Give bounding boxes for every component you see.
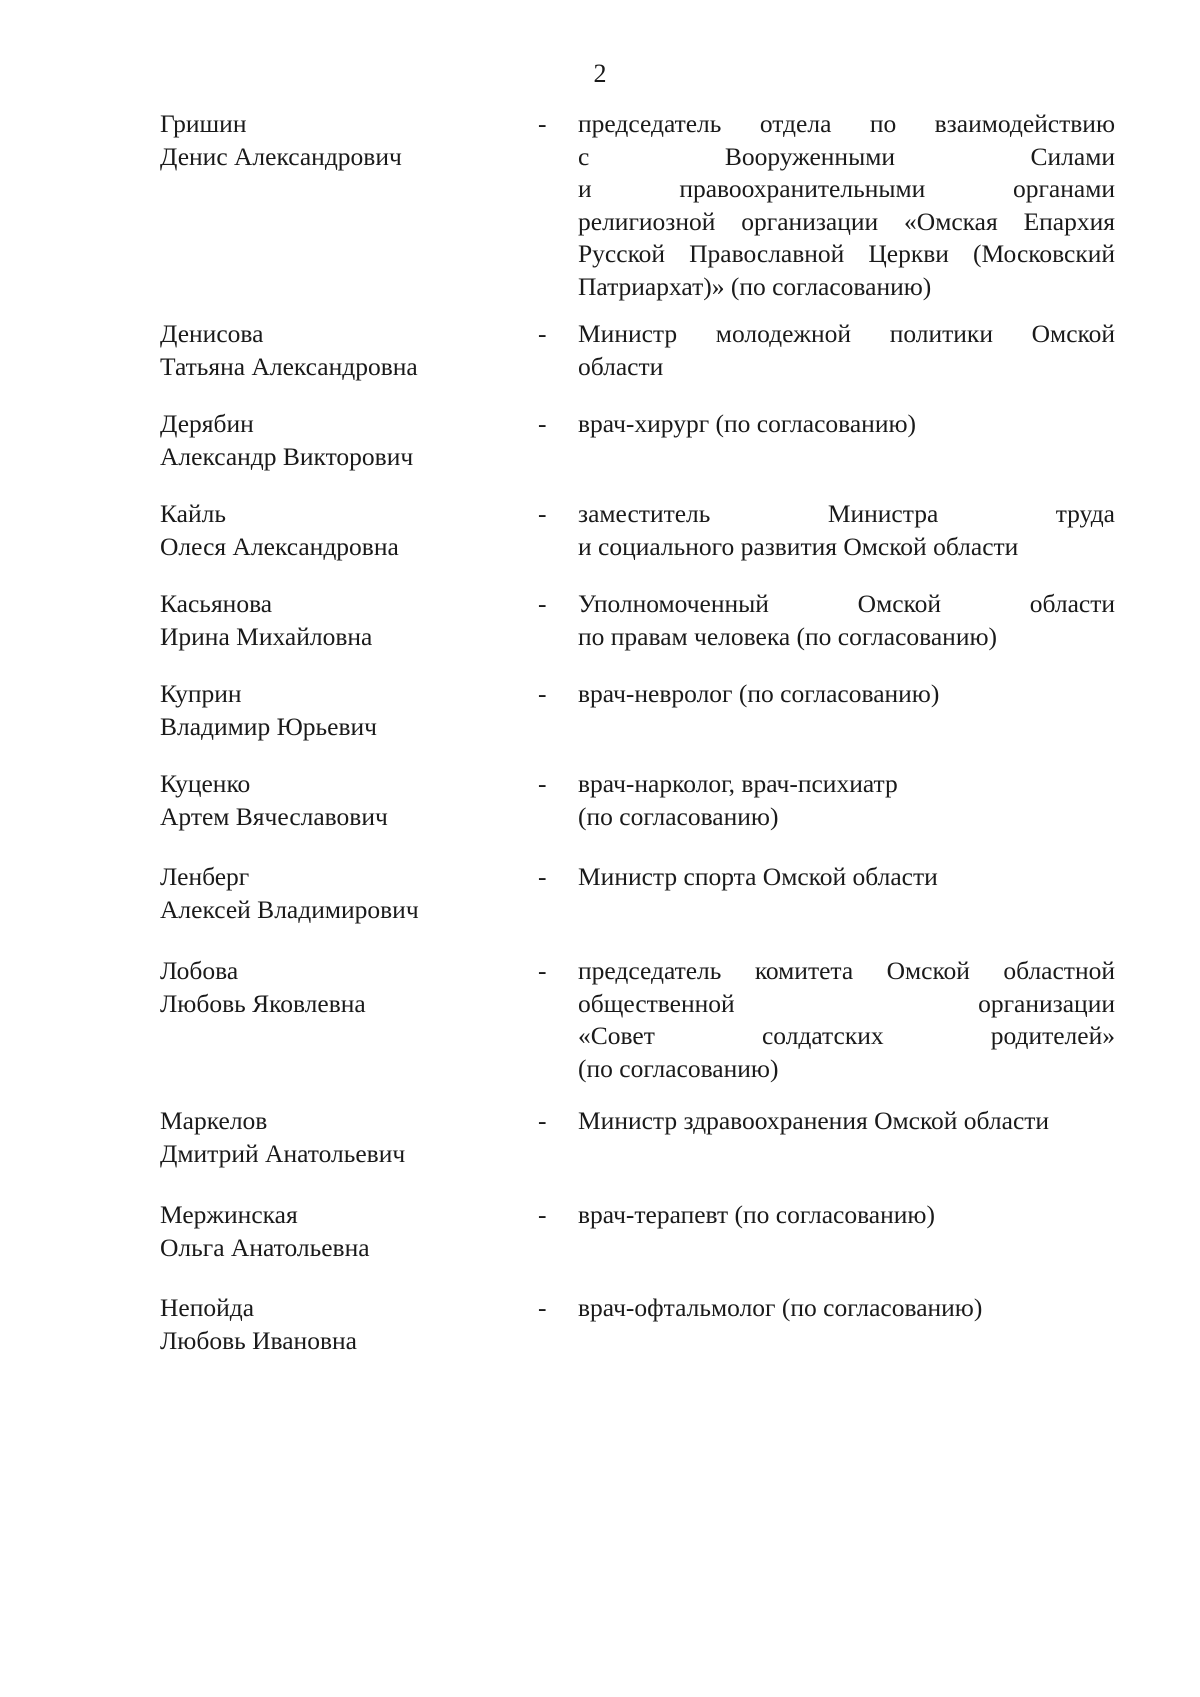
- member-surname: Гришин: [160, 109, 247, 138]
- role-line: по правам человека (по согласованию): [578, 621, 998, 651]
- role-line: (по согласованию): [578, 1053, 779, 1083]
- member-surname: Дерябин: [160, 409, 254, 438]
- dash-separator: -: [538, 1106, 547, 1135]
- member-surname: Куприн: [160, 679, 242, 708]
- member-name: [160, 768, 520, 833]
- role-line: председатель отдела по взаимодействию: [578, 109, 1115, 138]
- role-line: врач-терапевт (по согласованию): [578, 1200, 935, 1229]
- member-surname: Денисова: [160, 319, 264, 348]
- dash-separator: -: [538, 956, 547, 985]
- role-line: председатель комитета Омской областной: [578, 956, 1115, 985]
- member-surname: Куценко: [160, 769, 251, 798]
- dash-separator: -: [538, 862, 547, 891]
- role-line: врач-невролог (по согласованию): [578, 679, 940, 708]
- role-line: области: [578, 351, 664, 381]
- member-name: [160, 955, 520, 1020]
- dash-separator: -: [538, 499, 547, 528]
- member-role: [578, 498, 1115, 563]
- member-given-names: Ирина Михайловна: [160, 621, 373, 651]
- member-name: [160, 1105, 520, 1170]
- dash-separator: -: [538, 679, 547, 708]
- member-role: [578, 1105, 1115, 1138]
- member-given-names: Денис Александрович: [160, 141, 402, 171]
- member-name: [160, 498, 520, 563]
- dash-separator: -: [538, 109, 547, 138]
- role-line: Уполномоченный Омской области: [578, 589, 1115, 618]
- dash-separator: -: [538, 769, 547, 798]
- dash-separator: -: [538, 1293, 547, 1322]
- member-role: [578, 318, 1115, 383]
- dash-separator: -: [538, 409, 547, 438]
- member-surname: Мержинская: [160, 1200, 298, 1229]
- role-line: религиозной организации «Омская Епархия: [578, 206, 1115, 236]
- member-role: [578, 108, 1115, 303]
- member-surname: Маркелов: [160, 1106, 268, 1135]
- member-given-names: Артем Вячеславович: [160, 801, 388, 831]
- dash-separator: -: [538, 589, 547, 618]
- member-role: [578, 588, 1115, 653]
- member-surname: Касьянова: [160, 589, 273, 618]
- role-line: Министр здравоохранения Омской области: [578, 1106, 1050, 1135]
- member-given-names: Владимир Юрьевич: [160, 711, 377, 741]
- role-line: и правоохранительными органами: [578, 174, 1115, 203]
- member-surname: Ленберг: [160, 862, 250, 891]
- role-line: врач-хирург (по согласованию): [578, 409, 917, 438]
- member-given-names: Татьяна Александровна: [160, 351, 418, 381]
- role-line: Министр молодежной политики Омской: [578, 319, 1115, 348]
- member-role: [578, 861, 1115, 894]
- role-line: общественной организации: [578, 988, 1115, 1018]
- role-line: Патриархат)» (по согласованию): [578, 271, 932, 301]
- role-line: с Вооруженными Силами: [578, 141, 1115, 171]
- member-surname: Кайль: [160, 499, 226, 528]
- dash-separator: -: [538, 319, 547, 348]
- role-line: заместитель Министра труда: [578, 499, 1115, 528]
- member-name: [160, 1199, 520, 1264]
- member-role: [578, 678, 1115, 711]
- role-line: врач-нарколог, врач-психиатр: [578, 769, 898, 798]
- member-given-names: Дмитрий Анатольевич: [160, 1138, 406, 1168]
- role-line: и социального развития Омской области: [578, 531, 1019, 561]
- member-name: [160, 1292, 520, 1357]
- role-line: врач-офтальмолог (по согласованию): [578, 1293, 983, 1322]
- member-surname: Непойда: [160, 1293, 255, 1322]
- member-role: [578, 768, 1115, 833]
- member-given-names: Александр Викторович: [160, 441, 414, 471]
- member-name: [160, 108, 520, 173]
- member-name: [160, 861, 520, 926]
- role-line: Министр спорта Омской области: [578, 862, 938, 891]
- member-name: [160, 408, 520, 473]
- member-given-names: Алексей Владимирович: [160, 894, 419, 924]
- member-surname: Лобова: [160, 956, 239, 985]
- member-role: [578, 1292, 1115, 1325]
- role-line: Русской Православной Церкви (Московский: [578, 239, 1115, 268]
- member-given-names: Олеся Александровна: [160, 531, 399, 561]
- member-name: [160, 318, 520, 383]
- member-name: [160, 588, 520, 653]
- member-role: [578, 408, 1115, 441]
- member-role: [578, 1199, 1115, 1232]
- member-given-names: Любовь Ивановна: [160, 1325, 357, 1355]
- page-number: 2: [593, 59, 607, 88]
- role-line: «Совет солдатских родителей»: [578, 1021, 1115, 1050]
- dash-separator: -: [538, 1200, 547, 1229]
- role-line: (по согласованию): [578, 801, 779, 831]
- member-given-names: Любовь Яковлевна: [160, 988, 366, 1018]
- member-name: [160, 678, 520, 743]
- member-role: [578, 955, 1115, 1085]
- member-given-names: Ольга Анатольевна: [160, 1232, 370, 1262]
